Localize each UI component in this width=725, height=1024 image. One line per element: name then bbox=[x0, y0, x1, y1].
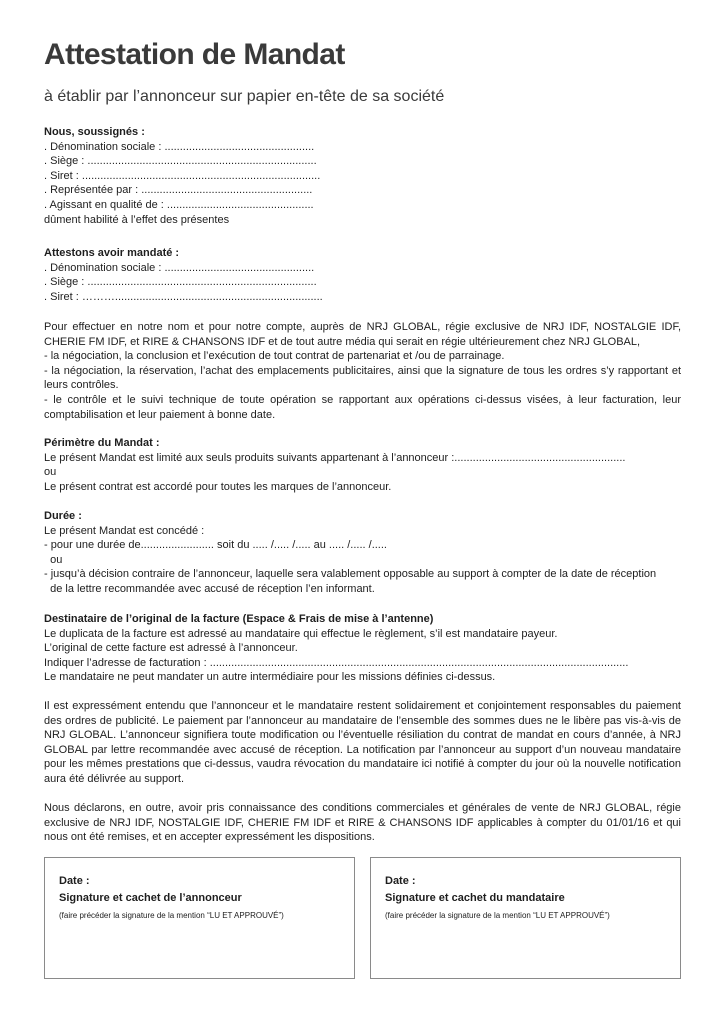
signature-box-annonceur bbox=[44, 857, 355, 979]
signature-box-mandataire bbox=[370, 857, 681, 979]
perimetre-produits: Le présent Mandat est limité aux seuls produits suivants appartenant à l’annonceur :........................................................ bbox=[44, 451, 626, 464]
signature-date-label: Date : bbox=[59, 875, 90, 887]
duree-concede: Le présent Mandat est concédé : bbox=[44, 524, 205, 537]
soussignes-heading: Nous, soussignés : bbox=[44, 126, 145, 138]
duree-heading: Durée : bbox=[44, 510, 82, 522]
mandataire-siege-field: . Siège : ........................................................................... bbox=[44, 276, 317, 289]
perimetre-marques: Le présent contrat est accordé pour toutes les marques de l’annonceur. bbox=[44, 480, 392, 493]
page-subtitle: à établir par l’annonceur sur papier en-tête de sa société bbox=[44, 88, 445, 105]
representee-field: . Représentée par : ........................................................ bbox=[44, 184, 313, 197]
mandataire-heading: Attestons avoir mandaté : bbox=[44, 247, 180, 259]
objet-item: - la négociation, la conclusion et l’exécution de tout contrat de partenariat et /ou de parrainage. bbox=[44, 350, 505, 363]
mandataire-denomination-field: . Dénomination sociale : ................................................. bbox=[44, 261, 315, 274]
clause-text: Il est expressément entendu que l’annonceur et le mandataire restent solidairement et conjointement responsables du paiement des ordres de publicité. Le paiement par l’annonceur au mandataire de l’ensemble des sommes dues ne le libère pas vis-à-vis de NRJ GLOBAL. L’annonceur signifiera toute modification ou l’éventuelle résiliation du contrat de mandat en cours d’année, à NRJ GLOBAL par lettre recommandée avec accusé de réception. La notification par l’annonceur au support d’un nouveau mandataire pour les mêmes prestations que ci-dessus, vaudra révocation du mandataire ici notifié à compter du jour où la nouvelle notification aura été délivrée au support. bbox=[44, 700, 681, 785]
siret-field: . Siret : .............................................................................. bbox=[44, 169, 321, 182]
habilite-text: dûment habilité à l’effet des présentes bbox=[44, 213, 230, 226]
facture-adresse: Indiquer l’adresse de facturation : ......................................................................................................................................... bbox=[44, 656, 629, 669]
siege-field: . Siège : ........................................................................... bbox=[44, 155, 317, 168]
responsabilite-clause bbox=[44, 699, 681, 787]
perimetre-heading: Périmètre du Mandat : bbox=[44, 437, 160, 449]
mandataire-section bbox=[44, 246, 681, 304]
signature-mention: (faire précéder la signature de la mention “LU ET APPROUVÉ”) bbox=[385, 911, 610, 920]
duree-lettre: de la lettre recommandée avec accusé de réception l’en informant. bbox=[44, 582, 375, 595]
objet-item: - le contrôle et le suivi technique de toute opération se rapportant aux opérations ci-dessus visées, à leur facturation, leur comptabilisation et leur paiement à bonne date. bbox=[44, 393, 681, 421]
signature-mention: (faire précéder la signature de la mention “LU ET APPROUVÉ”) bbox=[59, 911, 284, 920]
objet-intro: Pour effectuer en notre nom et pour notre compte, auprès de NRJ GLOBAL, régie exclusive de NRJ IDF, NOSTALGIE IDF, CHERIE FM IDF, et RIRE & CHANSONS IDF et de tout autre média qui serait en régie ultérieurement chez NRJ GLOBAL, bbox=[44, 321, 681, 348]
perimetre-ou: ou bbox=[44, 466, 57, 479]
duree-ou: ou bbox=[44, 553, 63, 566]
objet-section bbox=[44, 320, 681, 422]
duree-periode: - pour une durée de........................ soit du ..... /..... /..... au ..... /..... /..... bbox=[44, 539, 387, 552]
signature-title: Signature et cachet de l’annonceur bbox=[59, 892, 242, 904]
declaration-section bbox=[44, 801, 681, 845]
declaration-text: Nous déclarons, en outre, avoir pris connaissance des conditions commerciales et générales de vente de NRJ GLOBAL, régie exclusive de NRJ IDF, NOSTALGIE IDF, CHERIE FM IDF et RIRE & CHANSONS IDF applicables à compter du 01/01/16 et qui nous ont été remises, et en accepter expressément les dispositions. bbox=[44, 802, 681, 844]
signature-title: Signature et cachet du mandataire bbox=[385, 892, 565, 904]
facture-section bbox=[44, 612, 681, 685]
facture-original: L’original de cette facture est adressé à l’annonceur. bbox=[44, 642, 298, 655]
soussignes-section bbox=[44, 125, 681, 227]
objet-item: - la négociation, la réservation, l’achat des emplacements publicitaires, ainsi que la signature de tous les ordres s’y rapportant et leurs contrôles. bbox=[44, 364, 681, 392]
facture-duplicata: Le duplicata de la facture est adressé au mandataire qui effectue le règlement, s’il est mandataire payeur. bbox=[44, 627, 558, 640]
facture-mandataire: Le mandataire ne peut mandater un autre intermédiaire pour les missions définies ci-dessus. bbox=[44, 671, 496, 684]
denomination-field: . Dénomination sociale : ................................................. bbox=[44, 140, 315, 153]
mandataire-siret-field: . Siret : ……….................................................................... bbox=[44, 290, 323, 303]
duree-section bbox=[44, 509, 681, 597]
duree-decision: - jusqu’à décision contraire de l’annonceur, laquelle sera valablement opposable au support à compter de la date de réception bbox=[44, 568, 657, 581]
signature-date-label: Date : bbox=[385, 875, 416, 887]
page-title: Attestation de Mandat bbox=[44, 38, 345, 71]
qualite-field: . Agissant en qualité de : ................................................ bbox=[44, 198, 314, 211]
facture-heading: Destinataire de l’original de la facture (Espace & Frais de mise à l’antenne) bbox=[44, 613, 434, 625]
perimetre-section bbox=[44, 436, 681, 494]
